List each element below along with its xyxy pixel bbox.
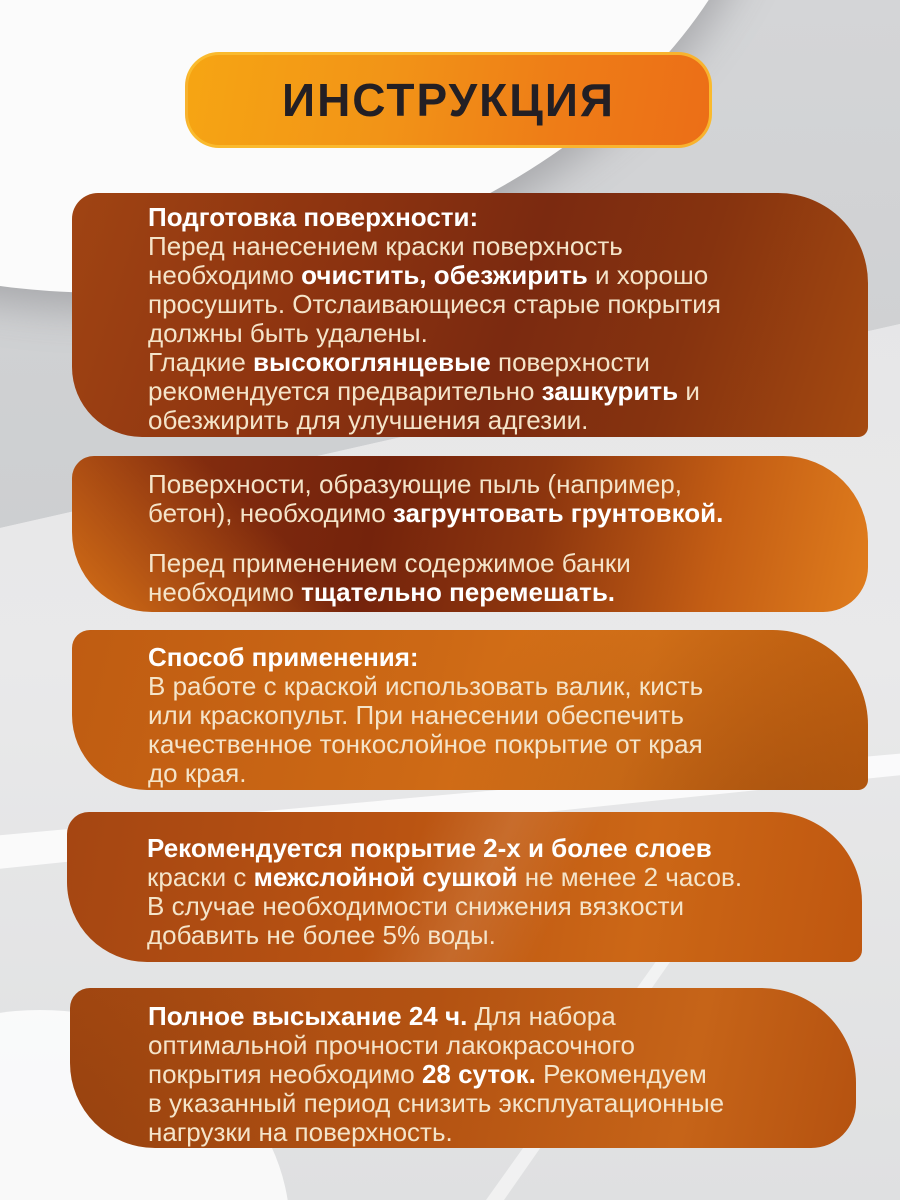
text-line: В работе с краской использовать валик, кисть [148, 671, 704, 701]
text-line: или краскопульт. При нанесении обеспечить [148, 700, 684, 730]
text-line: необходимо тщательно перемешать. [148, 577, 616, 607]
text-line: рекомендуется предварительно зашкурить и [148, 376, 700, 406]
text-line: нагрузки на поверхность. [148, 1117, 453, 1147]
panel-drying-time [70, 988, 856, 1148]
text-line: В случае необходимости снижения вязкости [147, 891, 685, 921]
panel-surface-preparation [72, 193, 868, 437]
text-line: добавить не более 5% воды. [147, 920, 496, 950]
text-line: просушить. Отслаивающиеся старые покрытия [148, 289, 721, 319]
instruction-header-badge [185, 52, 712, 148]
text-line: до края. [148, 758, 247, 788]
text-line: Перед нанесением краски поверхность [148, 231, 623, 261]
text-line: Гладкие высокоглянцевые поверхности [148, 347, 650, 377]
text-line: Поверхности, образующие пыль (например, [148, 469, 682, 499]
text-line: обезжирить для улучшения адгезии. [148, 405, 589, 435]
text-line: должны быть удалены. [148, 318, 428, 348]
text-line: оптимальной прочности лакокрасочного [148, 1030, 636, 1060]
text-line: Подготовка поверхности: [148, 202, 479, 232]
text-line: в указанный период снизить эксплуатационные [148, 1088, 725, 1118]
text-line: покрытия необходимо 28 суток. Рекомендуем [148, 1059, 707, 1089]
instruction-title: ИНСТРУКЦИЯ [282, 74, 615, 126]
text-line: качественное тонкослойное покрытие от края [148, 729, 703, 759]
text-line: Перед применением содержимое банки [148, 548, 631, 578]
text-line: бетон), необходимо загрунтовать грунтовкой. [148, 498, 724, 528]
text-line: необходимо очистить, обезжирить и хорошо [148, 260, 709, 290]
panel-priming-and-mixing [72, 456, 868, 612]
text-line: краски с межслойной сушкой не менее 2 часов. [147, 862, 743, 892]
text-line: Полное высыхание 24 ч. Для набора [148, 1001, 616, 1031]
text-line: Рекомендуется покрытие 2-х и более слоев [147, 833, 712, 863]
panel-application-method [72, 630, 868, 790]
panel-coats-recommendation [67, 812, 862, 962]
text-line: Способ применения: [148, 642, 419, 672]
